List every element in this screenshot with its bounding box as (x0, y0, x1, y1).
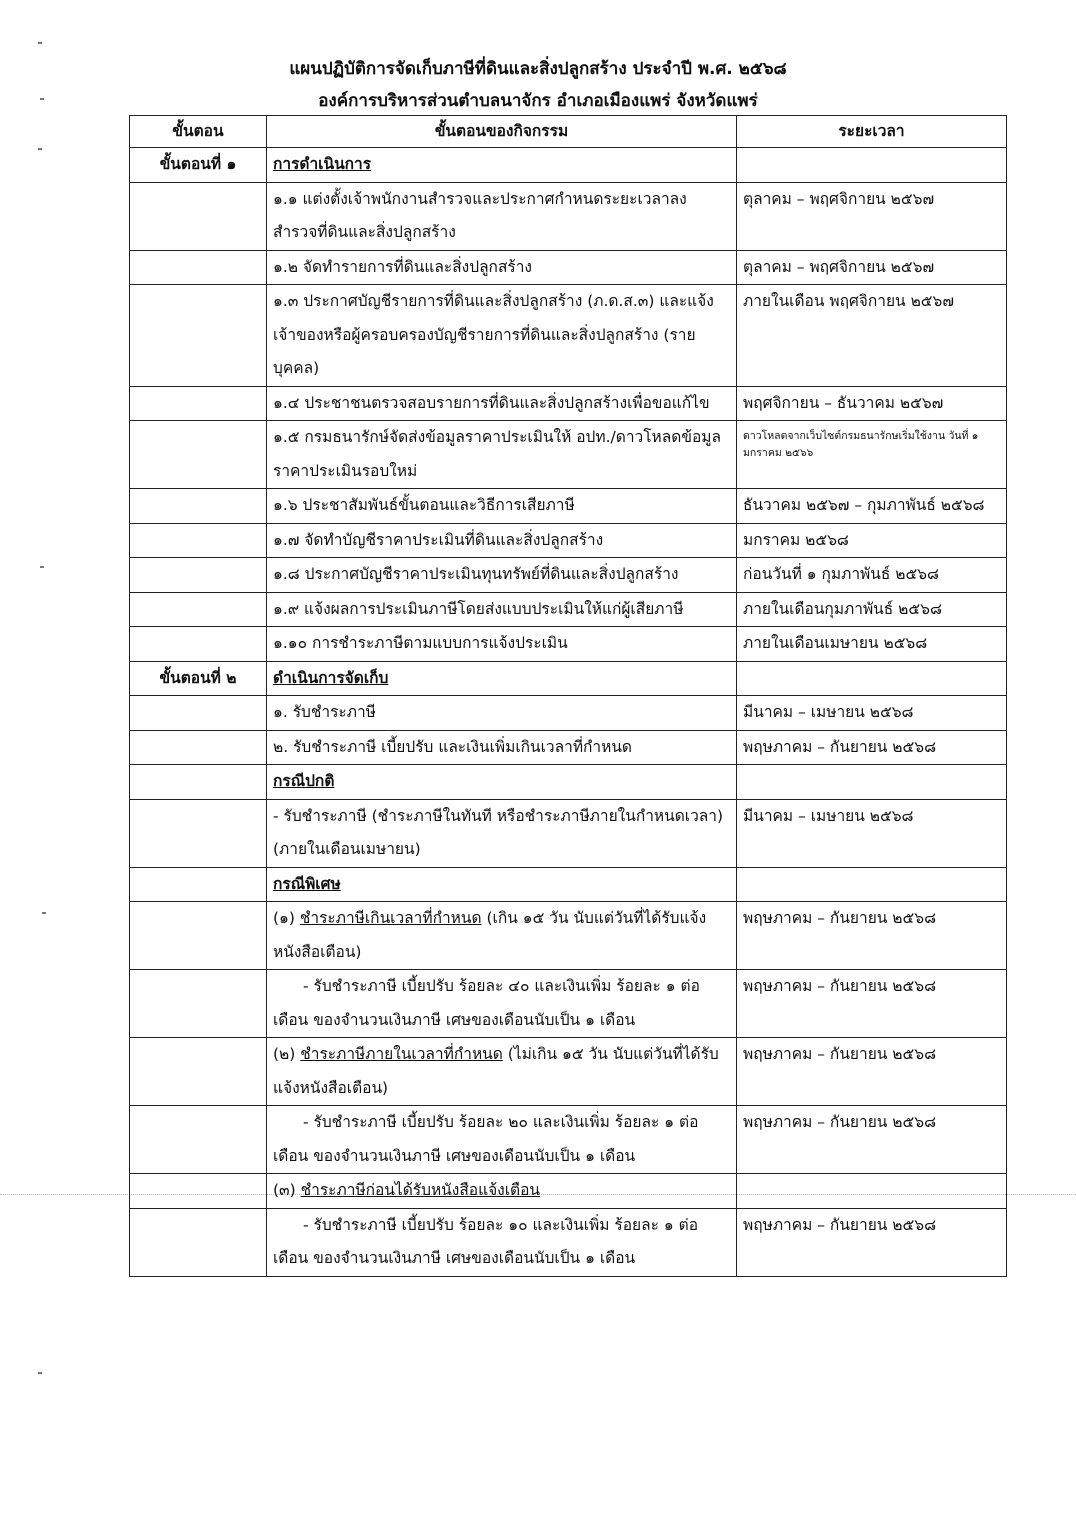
table-row (130, 696, 1007, 731)
activity-cell: ๑.๖ ประชาสัมพันธ์ขั้นตอนและวิธีการเสียภาษี (267, 489, 737, 524)
case-title: ชำระภาษีก่อนได้รับหนังสือแจ้งเตือน (300, 1181, 541, 1199)
activity-cell: ๑.๒ จัดทำรายการที่ดินและสิ่งปลูกสร้าง (267, 250, 737, 285)
table-row (130, 386, 1007, 421)
activity-cell: ๑.๕ กรมธนารักษ์จัดส่งข้อมูลราคาประเมินให้ อปท./ดาวโหลดข้อมูลราคาประเมินรอบใหม่ (267, 421, 737, 489)
period-cell: พฤษภาคม – กันยายน ๒๕๖๘ (737, 1038, 1007, 1106)
activity-cell: ๑.๑ แต่งตั้งเจ้าพนักงานสำรวจและประกาศกำหนดระยะเวลาลงสำรวจที่ดินและสิ่งปลูกสร้าง (267, 182, 737, 250)
scan-speck (40, 98, 44, 100)
activity-cell: - รับชำระภาษี (ชำระภาษีในทันที หรือชำระภาษีภายในกำหนดเวลา) (ภายในเดือนเมษายน) (267, 799, 737, 867)
stage-label: ขั้นตอนที่ ๒ (130, 661, 267, 696)
tax-plan-table (129, 115, 1007, 1277)
table-row (130, 489, 1007, 524)
period-cell (737, 1174, 1007, 1209)
period-cell: มีนาคม – เมษายน ๒๕๖๘ (737, 799, 1007, 867)
activity-text: - รับชำระภาษี เบี้ยปรับ ร้อยละ ๔๐ และเงินเพิ่ม ร้อยละ ๑ ต่อเดือน ของจำนวนเงินภาษี เศษของเดือนนับเป็น ๑ เดือน (273, 977, 700, 1029)
scan-speck (38, 1372, 42, 1374)
scan-speck (38, 42, 42, 44)
case-detail: (ไม่เกิน ๑๕ วัน นับแต่วันที่ได้รับแจ้งหนังสือเตือน) (273, 1045, 719, 1097)
table-row (130, 799, 1007, 867)
table-row (130, 250, 1007, 285)
document-subtitle: องค์การบริหารส่วนตำบลนาจักร อำเภอเมืองแพร่ จังหวัดแพร่ (318, 91, 758, 111)
table-row (130, 1174, 1007, 1209)
table-row (130, 1106, 1007, 1174)
header-stage: ขั้นตอน (130, 116, 267, 148)
activity-cell: ๑.๑๐ การชำระภาษีตามแบบการแจ้งประเมิน (267, 627, 737, 662)
activity-cell (267, 902, 737, 970)
case-number: (๓) (273, 1181, 301, 1199)
scan-speck (38, 148, 42, 150)
activity-cell: ๑.๗ จัดทำบัญชีราคาประเมินที่ดินและสิ่งปลูกสร้าง (267, 523, 737, 558)
period-cell: ภายในเดือนกุมภาพันธ์ ๒๕๖๘ (737, 592, 1007, 627)
table-row (130, 421, 1007, 489)
case-title: ชำระภาษีภายในเวลาที่กำหนด (300, 1045, 503, 1063)
table-row (130, 1208, 1007, 1276)
period-cell: ก่อนวันที่ ๑ กุมภาพันธ์ ๒๕๖๘ (737, 558, 1007, 593)
document-title: แผนปฏิบัติการจัดเก็บภาษีที่ดินและสิ่งปลูกสร้าง ประจำปี พ.ศ. ๒๕๖๘ (289, 59, 787, 79)
table-row (130, 558, 1007, 593)
activity-cell (267, 1038, 737, 1106)
section-heading: การดำเนินการ (267, 148, 737, 183)
table-header-row (130, 116, 1007, 148)
activity-cell: ๑.๙ แจ้งผลการประเมินภาษีโดยส่งแบบประเมินให้แก่ผู้เสียภาษี (267, 592, 737, 627)
table-row (130, 730, 1007, 765)
period-cell (737, 148, 1007, 183)
table-row (130, 867, 1007, 902)
scan-speck (42, 912, 46, 914)
activity-cell: ๑. รับชำระภาษี (267, 696, 737, 731)
header-activity: ขั้นตอนของกิจกรรม (267, 116, 737, 148)
period-cell: พฤษภาคม – กันยายน ๒๕๖๘ (737, 1106, 1007, 1174)
period-cell: มกราคม ๒๕๖๘ (737, 523, 1007, 558)
period-cell: พฤศจิกายน – ธันวาคม ๒๕๖๗ (737, 386, 1007, 421)
subsection-heading: กรณีปกติ (267, 765, 737, 800)
case-number: (๑) (273, 909, 300, 927)
table-row (130, 148, 1007, 183)
activity-cell: ๑.๔ ประชาชนตรวจสอบรายการที่ดินและสิ่งปลูกสร้างเพื่อขอแก้ไข (267, 386, 737, 421)
activity-cell (267, 1106, 737, 1174)
table-row (130, 902, 1007, 970)
case-title: ชำระภาษีเกินเวลาที่กำหนด (299, 909, 482, 927)
period-cell: พฤษภาคม – กันยายน ๒๕๖๘ (737, 902, 1007, 970)
table-row (130, 661, 1007, 696)
scan-speck (40, 566, 44, 568)
table-row (130, 285, 1007, 387)
period-cell: พฤษภาคม – กันยายน ๒๕๖๘ (737, 730, 1007, 765)
period-cell: ดาวโหลดจากเว็บไซต์กรมธนารักษเริ่มใช้งาน วันที่ ๑ มกราคม ๒๕๖๖ (737, 421, 1007, 489)
period-cell: ภายในเดือน พฤศจิกายน ๒๕๖๗ (737, 285, 1007, 387)
stage-label: ขั้นตอนที่ ๑ (130, 148, 267, 183)
period-cell (737, 661, 1007, 696)
activity-text: - รับชำระภาษี เบี้ยปรับ ร้อยละ ๑๐ และเงินเพิ่ม ร้อยละ ๑ ต่อเดือน ของจำนวนเงินภาษี เศษของเดือนนับเป็น ๑ เดือน (273, 1215, 699, 1267)
period-cell: มีนาคม – เมษายน ๒๕๖๘ (737, 696, 1007, 731)
period-cell: ตุลาคม – พฤศจิกายน ๒๕๖๗ (737, 250, 1007, 285)
period-cell (737, 765, 1007, 800)
period-cell: ภายในเดือนเมษายน ๒๕๖๘ (737, 627, 1007, 662)
table-row (130, 970, 1007, 1038)
case-detail: (เกิน ๑๕ วัน นับแต่วันที่ได้รับแจ้งหนังสือเตือน) (273, 909, 707, 961)
period-cell: ตุลาคม – พฤศจิกายน ๒๕๖๗ (737, 182, 1007, 250)
activity-cell: ๒. รับชำระภาษี เบี้ยปรับ และเงินเพิ่มเกินเวลาที่กำหนด (267, 730, 737, 765)
activity-text: - รับชำระภาษี เบี้ยปรับ ร้อยละ ๒๐ และเงินเพิ่ม ร้อยละ ๑ ต่อเดือน ของจำนวนเงินภาษี เศษของเดือนนับเป็น ๑ เดือน (273, 1113, 699, 1165)
period-cell: พฤษภาคม – กันยายน ๒๕๖๘ (737, 970, 1007, 1038)
table-row (130, 592, 1007, 627)
activity-cell: ๑.๘ ประกาศบัญชีราคาประเมินทุนทรัพย์ที่ดินและสิ่งปลูกสร้าง (267, 558, 737, 593)
table-row (130, 627, 1007, 662)
header-period: ระยะเวลา (737, 116, 1007, 148)
case-number: (๒) (273, 1045, 301, 1063)
subsection-heading: กรณีพิเศษ (267, 867, 737, 902)
period-cell: ธันวาคม ๒๕๖๗ – กุมภาพันธ์ ๒๕๖๘ (737, 489, 1007, 524)
activity-cell (267, 1208, 737, 1276)
section-heading: ดำเนินการจัดเก็บ (267, 661, 737, 696)
table-row (130, 1038, 1007, 1106)
activity-cell (267, 970, 737, 1038)
period-cell: พฤษภาคม – กันยายน ๒๕๖๘ (737, 1208, 1007, 1276)
table-row (130, 523, 1007, 558)
table-row (130, 182, 1007, 250)
period-cell (737, 867, 1007, 902)
activity-cell: ๑.๓ ประกาศบัญชีรายการที่ดินและสิ่งปลูกสร้าง (ภ.ด.ส.๓) และแจ้งเจ้าของหรือผู้ครอบครองบัญชีรายการที่ดินและสิ่งปลูกสร้าง (รายบุคคล) (267, 285, 737, 387)
table-row (130, 765, 1007, 800)
activity-cell (267, 1174, 737, 1209)
